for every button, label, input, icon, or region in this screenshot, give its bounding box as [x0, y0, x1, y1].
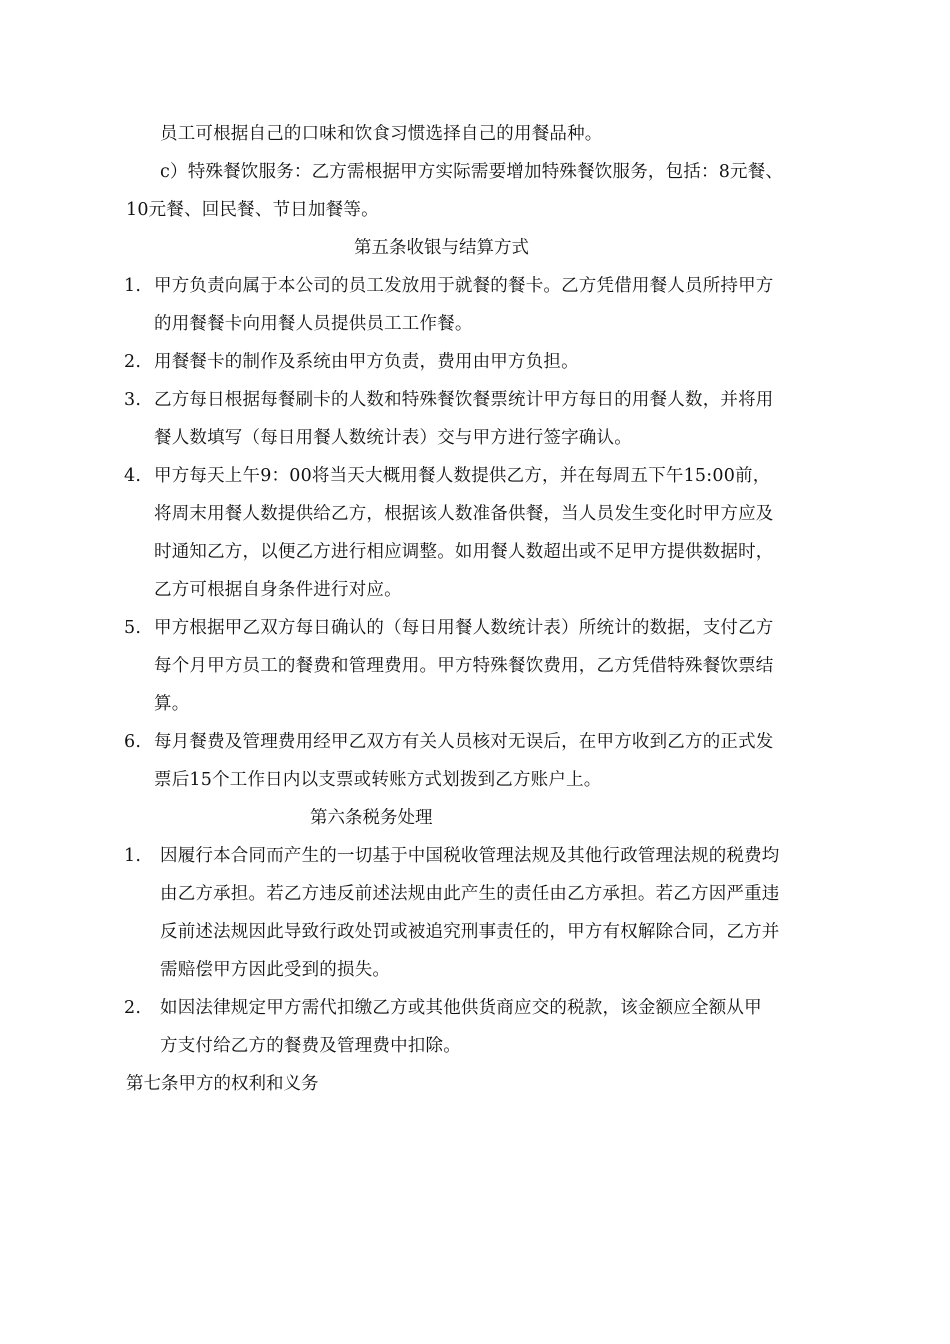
article5-item-1: [124, 274, 774, 298]
item-number: 1.: [124, 276, 142, 296]
article5-item-4-cont-1: 将周末用餐人数提供给乙方，根据该人数准备供餐，当人员发生变化时甲方应及: [154, 504, 774, 524]
article6-item-1-cont-3: 需赔偿甲方因此受到的损失。: [160, 960, 391, 980]
item-number: 6.: [124, 732, 142, 752]
article5-item-6: [124, 730, 774, 754]
article5-title: 第五条收银与结算方式: [354, 238, 529, 258]
article5-item-4: [124, 464, 770, 488]
article5-item-6-cont: 票后15个工作日内以支票或转账方式划拨到乙方账户上。: [154, 770, 602, 790]
intro-line-3: 10元餐、回民餐、节日加餐等。: [126, 200, 379, 220]
item-text: 乙方每日根据每餐刷卡的人数和特殊餐饮餐票统计甲方每日的用餐人数，并将用: [154, 390, 774, 410]
article6-item-1-cont-2: 反前述法规因此导致行政处罚或被追究刑事责任的，甲方有权解除合同，乙方并: [160, 922, 780, 942]
article5-item-2: [124, 350, 579, 374]
article5-item-4-cont-3: 乙方可根据自身条件进行对应。: [154, 580, 402, 600]
item-text: 因履行本合同而产生的一切基于中国税收管理法规及其他行政管理法规的税费均: [160, 846, 780, 866]
item-number: 2.: [124, 352, 142, 372]
article6-item-1-cont-1: 由乙方承担。若乙方违反前述法规由此产生的责任由乙方承担。若乙方因严重违: [160, 884, 780, 904]
article6-item-2: [124, 996, 762, 1020]
item-text: 甲方根据甲乙双方每日确认的（每日用餐人数统计表）所统计的数据，支付乙方: [154, 618, 774, 638]
article6-item-2-cont: 方支付给乙方的餐费及管理费中扣除。: [160, 1036, 461, 1056]
item-text: 如因法律规定甲方需代扣缴乙方或其他供货商应交的税款，该金额应全额从甲: [160, 998, 762, 1018]
item-number: 4.: [124, 466, 142, 486]
article5-item-3-cont: 餐人数填写（每日用餐人数统计表）交与甲方进行签字确认。: [154, 428, 632, 448]
article5-item-5-cont-2: 算。: [154, 694, 190, 714]
item-text: 甲方每天上午9：00将当天大概用餐人数提供乙方，并在每周五下午15:00前，: [154, 466, 771, 486]
intro-line-2: c）特殊餐饮服务：乙方需根据甲方实际需要增加特殊餐饮服务，包括：8元餐、: [160, 162, 784, 182]
article5-item-5: [124, 616, 774, 640]
article7-title: 第七条甲方的权利和义务: [126, 1074, 319, 1094]
article6-title: 第六条税务处理: [310, 808, 433, 828]
item-text: 甲方负责向属于本公司的员工发放用于就餐的餐卡。乙方凭借用餐人员所持甲方: [154, 276, 774, 296]
article5-item-1-cont: 的用餐餐卡向用餐人员提供员工工作餐。: [154, 314, 473, 334]
intro-line-1: 员工可根据自己的口味和饮食习惯选择自己的用餐品种。: [160, 124, 603, 144]
article5-item-4-cont-2: 时通知乙方，以便乙方进行相应调整。如用餐人数超出或不足甲方提供数据时，: [154, 542, 774, 562]
item-number: 2.: [124, 998, 142, 1018]
item-number: 1.: [124, 846, 142, 866]
item-number: 5.: [124, 618, 142, 638]
item-text: 每月餐费及管理费用经甲乙双方有关人员核对无误后，在甲方收到乙方的正式发: [154, 732, 774, 752]
article5-item-3: [124, 388, 774, 412]
item-number: 3.: [124, 390, 142, 410]
item-text: 用餐餐卡的制作及系统由甲方负责，费用由甲方负担。: [154, 352, 579, 372]
article6-item-1: [124, 844, 780, 868]
article5-item-5-cont-1: 每个月甲方员工的餐费和管理费用。甲方特殊餐饮费用，乙方凭借特殊餐饮票结: [154, 656, 774, 676]
